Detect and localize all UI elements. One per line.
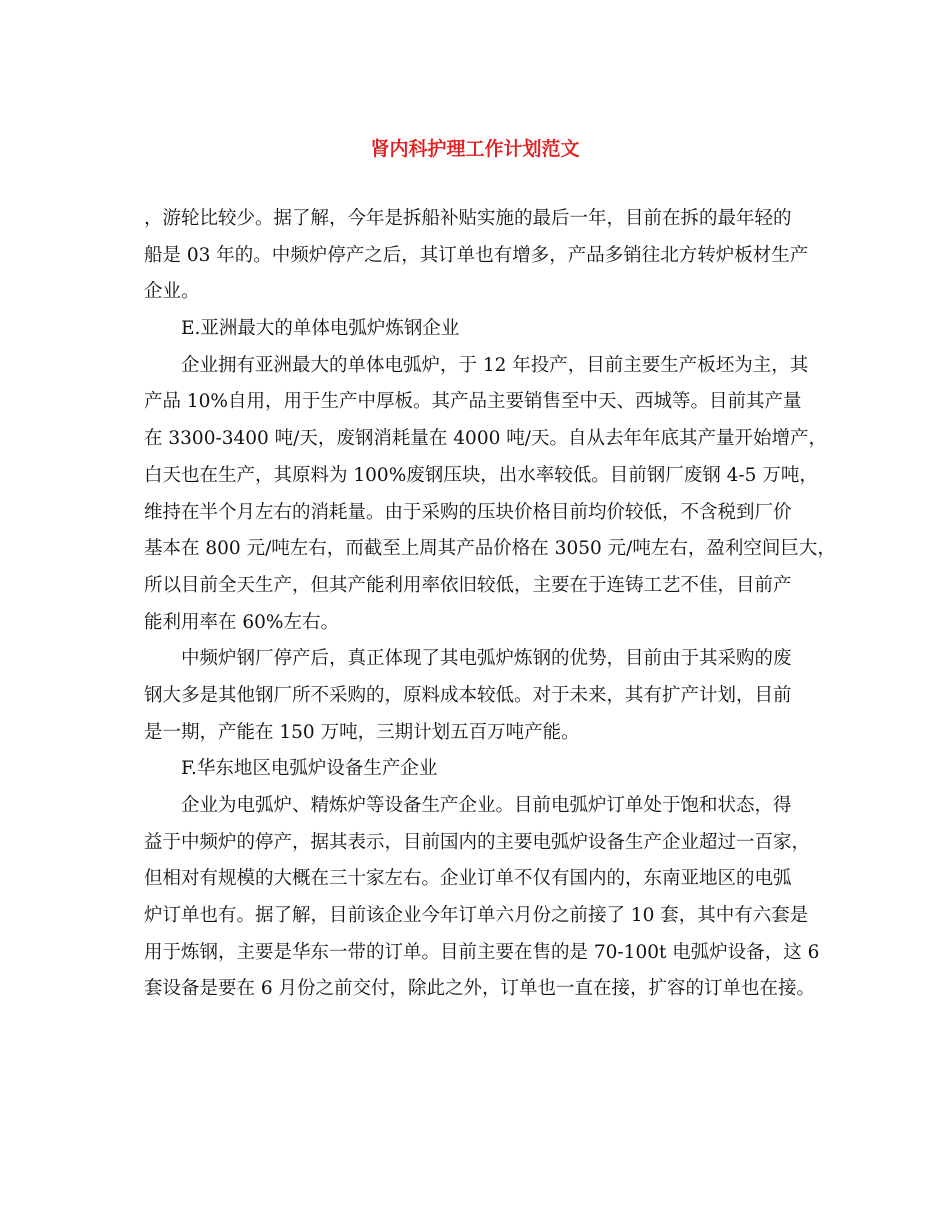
text-line: 但相对有规模的大概在三十家左右。企业订单不仅有国内的，东南亚地区的电弧 — [144, 868, 792, 890]
text-line: 企业。 — [144, 281, 200, 303]
text-line: ，游轮比较少。据了解，今年是拆船补贴实施的最后一年，目前在拆的最年轻的 — [144, 208, 792, 229]
text-line: 船是 03 年的。中频炉停产之后，其订单也有增多，产品多销往北方转炉板材生产 — [144, 244, 809, 266]
text-line: 所以目前全天生产，但其产能利用率依旧较低，主要在于连铸工艺不佳，目前产 — [144, 574, 792, 596]
text-line: 在 3300-3400 吨/天，废钢消耗量在 4000 吨/天。自从去年年底其产量开始增产， — [144, 428, 827, 450]
document-title: 肾内科护理工作计划范文 — [370, 138, 580, 160]
text-line: 白天也在生产，其原料为 100%废钢压块，出水率较低。目前钢厂废钢 4-5 万吨， — [144, 464, 818, 486]
text-line: 用于炼钢，主要是华东一带的订单。目前主要在售的是 70-100t 电弧炉设备，这 6 — [144, 941, 820, 963]
text-line: 钢大多是其他钢厂所不采购的，原料成本较低。对于未来，其有扩产计划，目前 — [144, 684, 792, 706]
text-line: 套设备是要在 6 月份之前交付，除此之外，订单也一直在接，扩容的订单也在接。 — [144, 978, 816, 1000]
text-line: 维持在半个月左右的消耗量。由于采购的压块价格目前均价较低，不含税到厂价 — [144, 501, 792, 523]
text-line: 炉订单也有。据了解，目前该企业今年订单六月份之前接了 10 套，其中有六套是 — [144, 905, 809, 927]
text-line: 产品 10%自用，用于生产中厚板。其产品主要销售至中天、西城等。目前其产量 — [144, 391, 802, 413]
text-line: 中频炉钢厂停产后，真正体现了其电弧炉炼钢的优势，目前由于其采购的废 — [181, 648, 792, 670]
section-heading-f: F.华东地区电弧炉设备生产企业 — [181, 758, 438, 780]
document-body — [144, 201, 836, 1008]
text-line: 是一期，产能在 150 万吨，三期计划五百万吨产能。 — [144, 721, 580, 743]
text-line: 企业拥有亚洲最大的单体电弧炉，于 12 年投产，目前主要生产板坯为主，其 — [181, 354, 809, 376]
text-line: 基本在 800 元/吨左右，而截至上周其产品价格在 3050 元/吨左右，盈利空间巨大， — [144, 538, 836, 560]
text-line: 益于中频炉的停产，据其表示，目前国内的主要电弧炉设备生产企业超过一百家， — [144, 831, 811, 853]
section-heading-e: E.亚洲最大的单体电弧炉炼钢企业 — [181, 318, 460, 340]
text-line: 企业为电弧炉、精炼炉等设备生产企业。目前电弧炉订单处于饱和状态，得 — [181, 795, 792, 816]
text-line: 能利用率在 60%左右。 — [144, 611, 340, 633]
